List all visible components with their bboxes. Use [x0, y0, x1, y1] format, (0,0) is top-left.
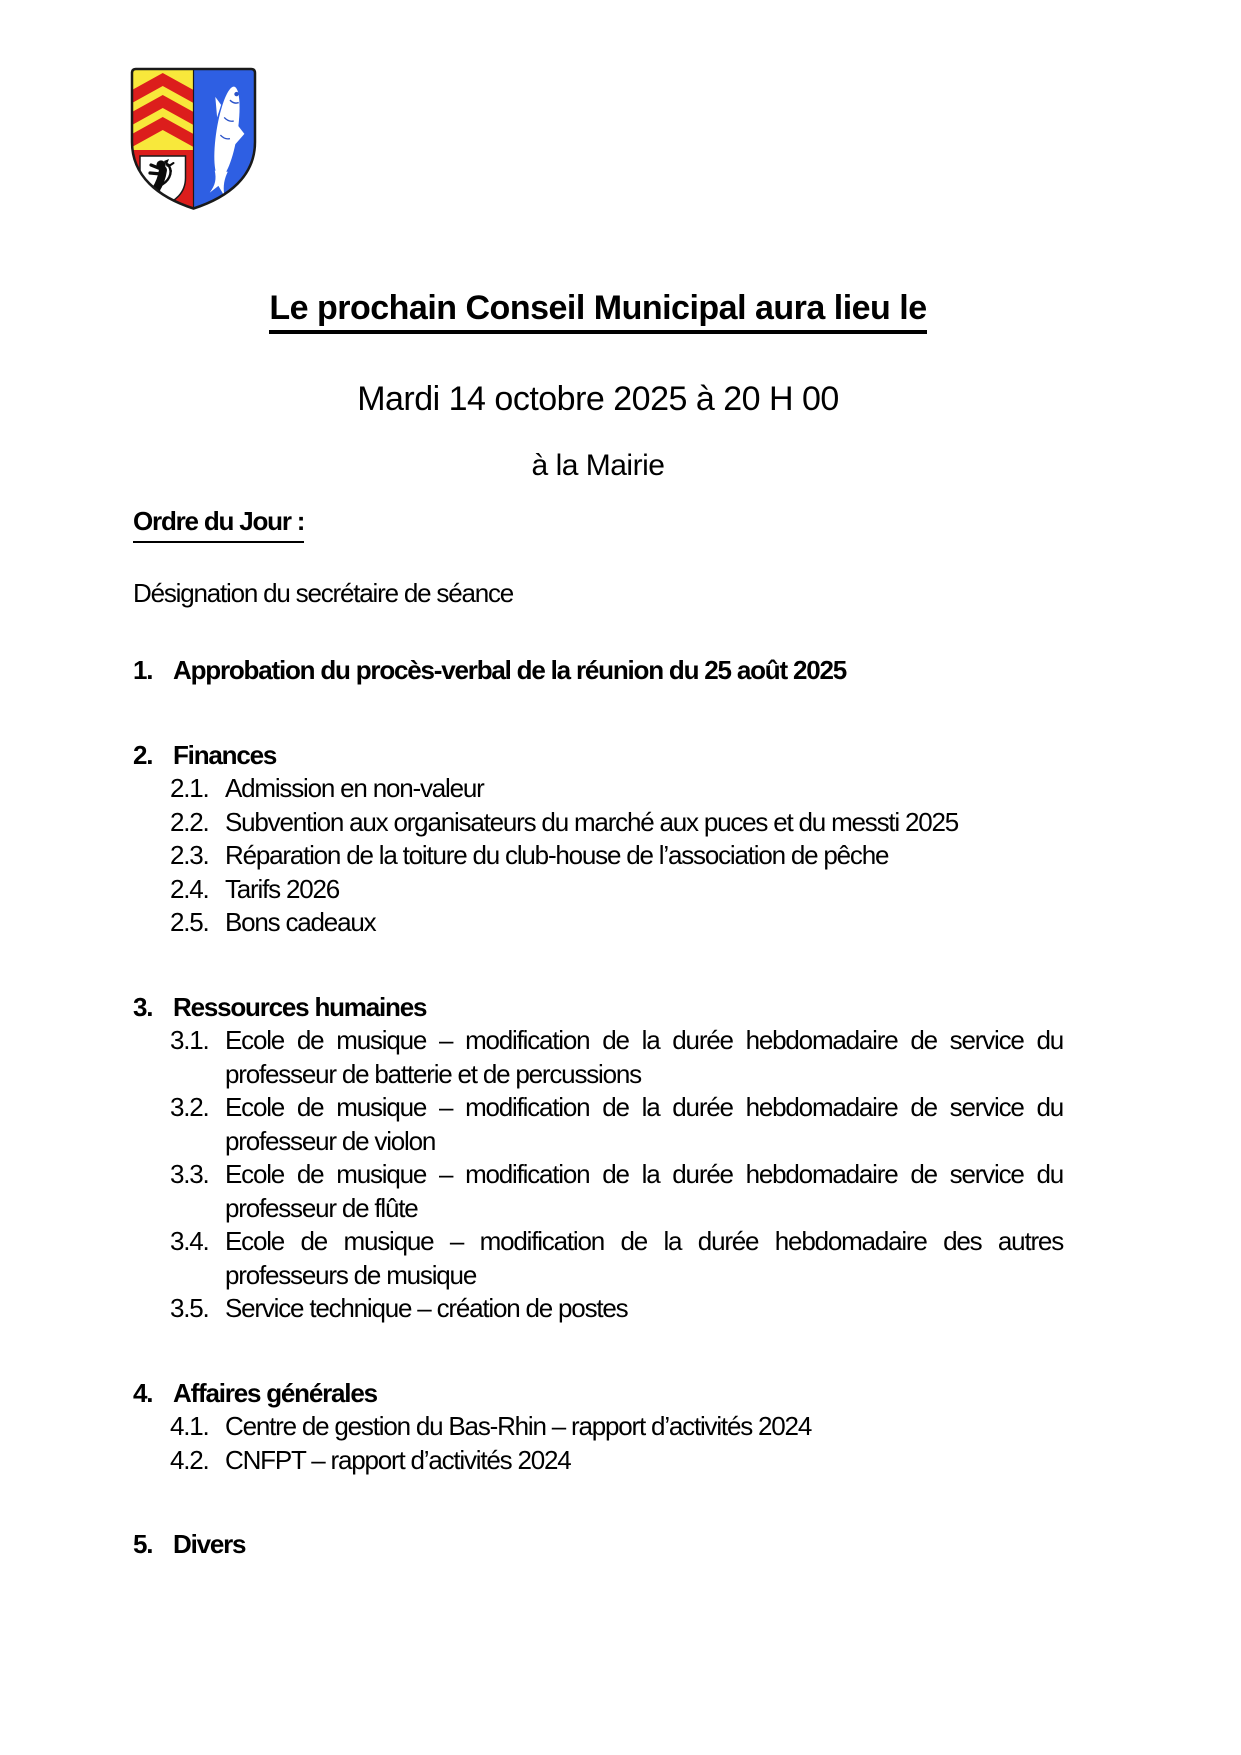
item-number: 4.1.: [170, 1411, 209, 1441]
item-text: Ecole de musique – modification de la durée hebdomadaire de service du professeur de violon: [225, 1092, 1063, 1156]
agenda-intro: Désignation du secrétaire de séance: [133, 577, 514, 608]
agenda-item: [133, 1091, 1063, 1158]
document: [133, 0, 1063, 1562]
agenda-item: [133, 1444, 1063, 1478]
section-heading: [133, 654, 1063, 688]
agenda-item: [133, 1024, 1063, 1091]
item-number: 4.2.: [170, 1444, 209, 1475]
item-text: Réparation de la toiture du club-house de l’association de pêche: [225, 840, 889, 870]
agenda-list: [133, 654, 1063, 1562]
item-number: 2.2.: [170, 806, 209, 837]
item-text: Bons cadeaux: [225, 907, 376, 937]
agenda-item: [133, 1158, 1063, 1225]
agenda-item: [133, 1225, 1063, 1292]
item-text: CNFPT – rapport d’activités 2024: [225, 1444, 571, 1475]
item-text: Ecole de musique – modification de la durée hebdomadaire de service du professeur de flûte: [225, 1159, 1063, 1223]
section-number: 1.: [133, 655, 153, 685]
item-text: Ecole de musique – modification de la durée hebdomadaire de service du professeur de batterie et de percussions: [225, 1025, 1063, 1089]
section-number: 5.: [133, 1529, 153, 1559]
agenda-section: [133, 739, 1063, 940]
agenda-item: [133, 873, 1063, 907]
agenda-item: [133, 1292, 1063, 1326]
item-text: Ecole de musique – modification de la durée hebdomadaire des autres professeurs de musique: [225, 1226, 1063, 1290]
item-text: Tarifs 2026: [225, 873, 339, 904]
item-number: 2.4.: [170, 873, 209, 904]
section-heading: [133, 739, 1063, 773]
section-title: Approbation du procès-verbal de la réunion du 25 août 2025: [173, 655, 846, 685]
section-title: Affaires générales: [173, 1377, 377, 1408]
section-heading: [133, 1377, 1063, 1411]
page-title-text: Le prochain Conseil Municipal aura lieu le: [269, 288, 926, 334]
agenda-item: [133, 772, 1063, 806]
section-title: Ressources humaines: [173, 991, 427, 1022]
section-heading: [133, 991, 1063, 1025]
agenda-section: [133, 991, 1063, 1326]
section-number: 4.: [133, 1377, 153, 1408]
agenda-item: [133, 1410, 1063, 1444]
section-number: 2.: [133, 739, 153, 770]
item-number: 3.5.: [170, 1293, 209, 1323]
agenda-section: [133, 1528, 1063, 1562]
meeting-place: à la Mairie: [531, 449, 665, 482]
section-heading: [133, 1528, 1063, 1562]
item-text: Service technique – création de postes: [225, 1293, 628, 1323]
item-number: 3.3.: [170, 1159, 209, 1189]
agenda-heading: [133, 505, 1063, 543]
agenda-heading-text: Ordre du Jour :: [133, 505, 304, 543]
item-number: 2.5.: [170, 907, 209, 937]
section-title: Divers: [173, 1529, 246, 1559]
item-text: Centre de gestion du Bas-Rhin – rapport d’activités 2024: [225, 1411, 812, 1441]
section-number: 3.: [133, 991, 153, 1022]
agenda-section: [133, 654, 1063, 688]
item-text: Admission en non-valeur: [225, 773, 484, 803]
agenda-section: [133, 1377, 1063, 1478]
meeting-date: Mardi 14 octobre 2025 à 20 H 00: [357, 380, 839, 418]
item-number: 3.4.: [170, 1226, 209, 1256]
item-number: 2.3.: [170, 840, 209, 870]
item-number: 2.1.: [170, 773, 209, 803]
item-number: 3.1.: [170, 1025, 209, 1055]
agenda-item: [133, 906, 1063, 940]
agenda-item: [133, 839, 1063, 873]
page-title: [133, 288, 1063, 334]
item-text: Subvention aux organisateurs du marché aux puces et du messti 2025: [225, 806, 959, 837]
agenda-item: [133, 806, 1063, 840]
item-number: 3.2.: [170, 1092, 209, 1122]
section-title: Finances: [173, 739, 277, 770]
